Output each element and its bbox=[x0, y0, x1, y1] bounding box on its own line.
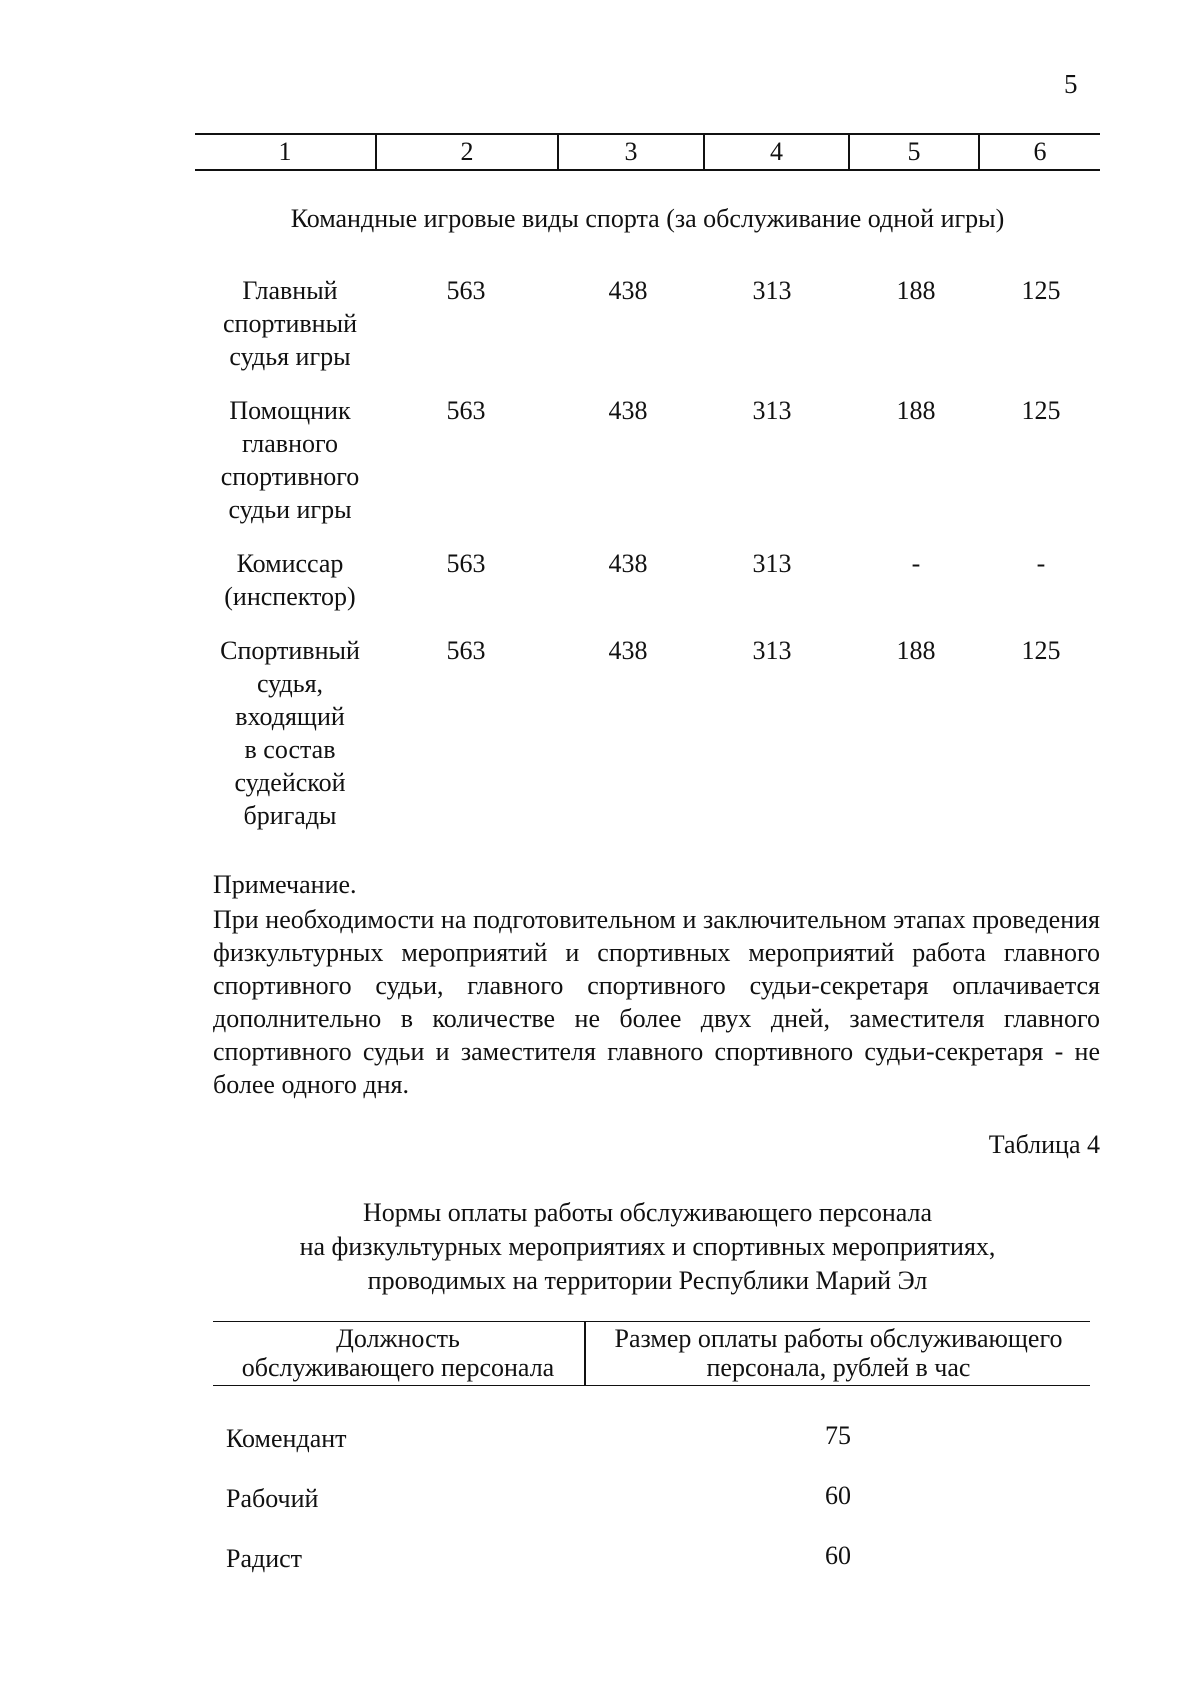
table-4-title bbox=[195, 1196, 1100, 1298]
table-cell: 563 bbox=[446, 636, 486, 665]
row-label-line: судья, bbox=[256, 669, 324, 698]
row-label-line: Главный bbox=[242, 276, 338, 305]
row-label-line: главного bbox=[241, 429, 339, 458]
header-line: персонала, рублей в час bbox=[706, 1353, 971, 1382]
column-number: 1 bbox=[278, 137, 292, 166]
page-number: 5 bbox=[1064, 69, 1078, 99]
table-cell: 125 bbox=[1021, 636, 1061, 665]
table-cell: 438 bbox=[608, 276, 648, 305]
table-cell: 188 bbox=[896, 276, 936, 305]
row-label-chief-referee bbox=[195, 274, 385, 373]
header-line: Должность bbox=[336, 1324, 460, 1353]
row-label-commissioner bbox=[195, 547, 385, 613]
header-position bbox=[213, 1324, 583, 1382]
table-cell: 563 bbox=[446, 396, 486, 425]
section-title: Командные игровые виды спорта (за обслуживание одной игры) bbox=[290, 204, 1005, 233]
column-number: 4 bbox=[770, 137, 783, 166]
row-label-line: в состав bbox=[244, 735, 336, 764]
row-label-line: Комиссар bbox=[236, 549, 344, 578]
table-cell: 313 bbox=[752, 396, 792, 425]
row-label-line: судья игры bbox=[229, 342, 351, 371]
table-cell: - bbox=[1036, 549, 1046, 578]
table-cell: 563 bbox=[446, 276, 486, 305]
title-line: Нормы оплаты работы обслуживающего персонала bbox=[362, 1198, 933, 1227]
column-divider bbox=[584, 1322, 586, 1385]
table-cell: 313 bbox=[752, 549, 792, 578]
table-cell: 438 bbox=[608, 549, 648, 578]
row-label-line: входящий bbox=[235, 702, 345, 731]
table-4-label: Таблица 4 bbox=[988, 1130, 1100, 1159]
table-cell: 125 bbox=[1021, 276, 1061, 305]
table-4-row-rate: 75 bbox=[825, 1421, 851, 1450]
table-cell: 438 bbox=[608, 636, 648, 665]
row-label-line: Спортивный bbox=[220, 636, 360, 665]
row-label-line: Помощник bbox=[229, 396, 351, 425]
table-cell: 438 bbox=[608, 396, 648, 425]
row-label-line: бригады bbox=[243, 801, 337, 830]
header-rate bbox=[587, 1324, 1090, 1382]
row-label-line: судьи игры bbox=[228, 495, 352, 524]
note-text: При необходимости на подготовительном и заключительном этапах проведения физкультурных мероприятий и спортивных мероприятий работа главного спортивного судьи, главного спортивного судьи-секретаря оплачивается дополнительно в количестве не более двух дней, заместителя главного спортивного судьи и заместителя главного спортивного судьи-секретаря - не более одного дня. bbox=[213, 905, 1100, 1099]
note-title: Примечание. bbox=[213, 870, 357, 899]
column-number: 3 bbox=[624, 137, 638, 166]
row-label-line: спортивный bbox=[223, 309, 357, 338]
table-4-row-position: Радист bbox=[226, 1544, 303, 1573]
table-4-row-position: Комендант bbox=[226, 1424, 347, 1453]
row-label-line: спортивного bbox=[220, 462, 360, 491]
row-label-assistant-chief-referee bbox=[195, 394, 385, 526]
title-line: на физкультурных мероприятиях и спортивных мероприятиях, bbox=[299, 1232, 996, 1261]
column-number-header bbox=[195, 133, 1100, 171]
table-cell: 563 bbox=[446, 549, 486, 578]
column-number: 5 bbox=[907, 137, 921, 166]
table-cell: 188 bbox=[896, 636, 936, 665]
table-4-header bbox=[213, 1321, 1090, 1386]
table-cell: 188 bbox=[896, 396, 936, 425]
table-cell: 313 bbox=[752, 636, 792, 665]
row-label-sports-judge bbox=[195, 634, 385, 832]
table-cell: 313 bbox=[752, 276, 792, 305]
row-label-line: (инспектор) bbox=[224, 582, 356, 611]
table-4-row-position: Рабочий bbox=[226, 1484, 319, 1513]
header-line: Размер оплаты работы обслуживающего bbox=[614, 1324, 1063, 1353]
column-number: 2 bbox=[460, 137, 474, 166]
header-line: обслуживающего персонала bbox=[241, 1353, 555, 1382]
title-line: проводимых на территории Республики Марий Эл bbox=[367, 1266, 928, 1295]
row-label-line: судейской bbox=[234, 768, 346, 797]
column-number: 6 bbox=[1033, 137, 1047, 166]
table-cell: 125 bbox=[1021, 396, 1061, 425]
table-4-row-rate: 60 bbox=[825, 1481, 851, 1510]
table-cell: - bbox=[911, 549, 921, 578]
table-4-row-rate: 60 bbox=[825, 1541, 851, 1570]
